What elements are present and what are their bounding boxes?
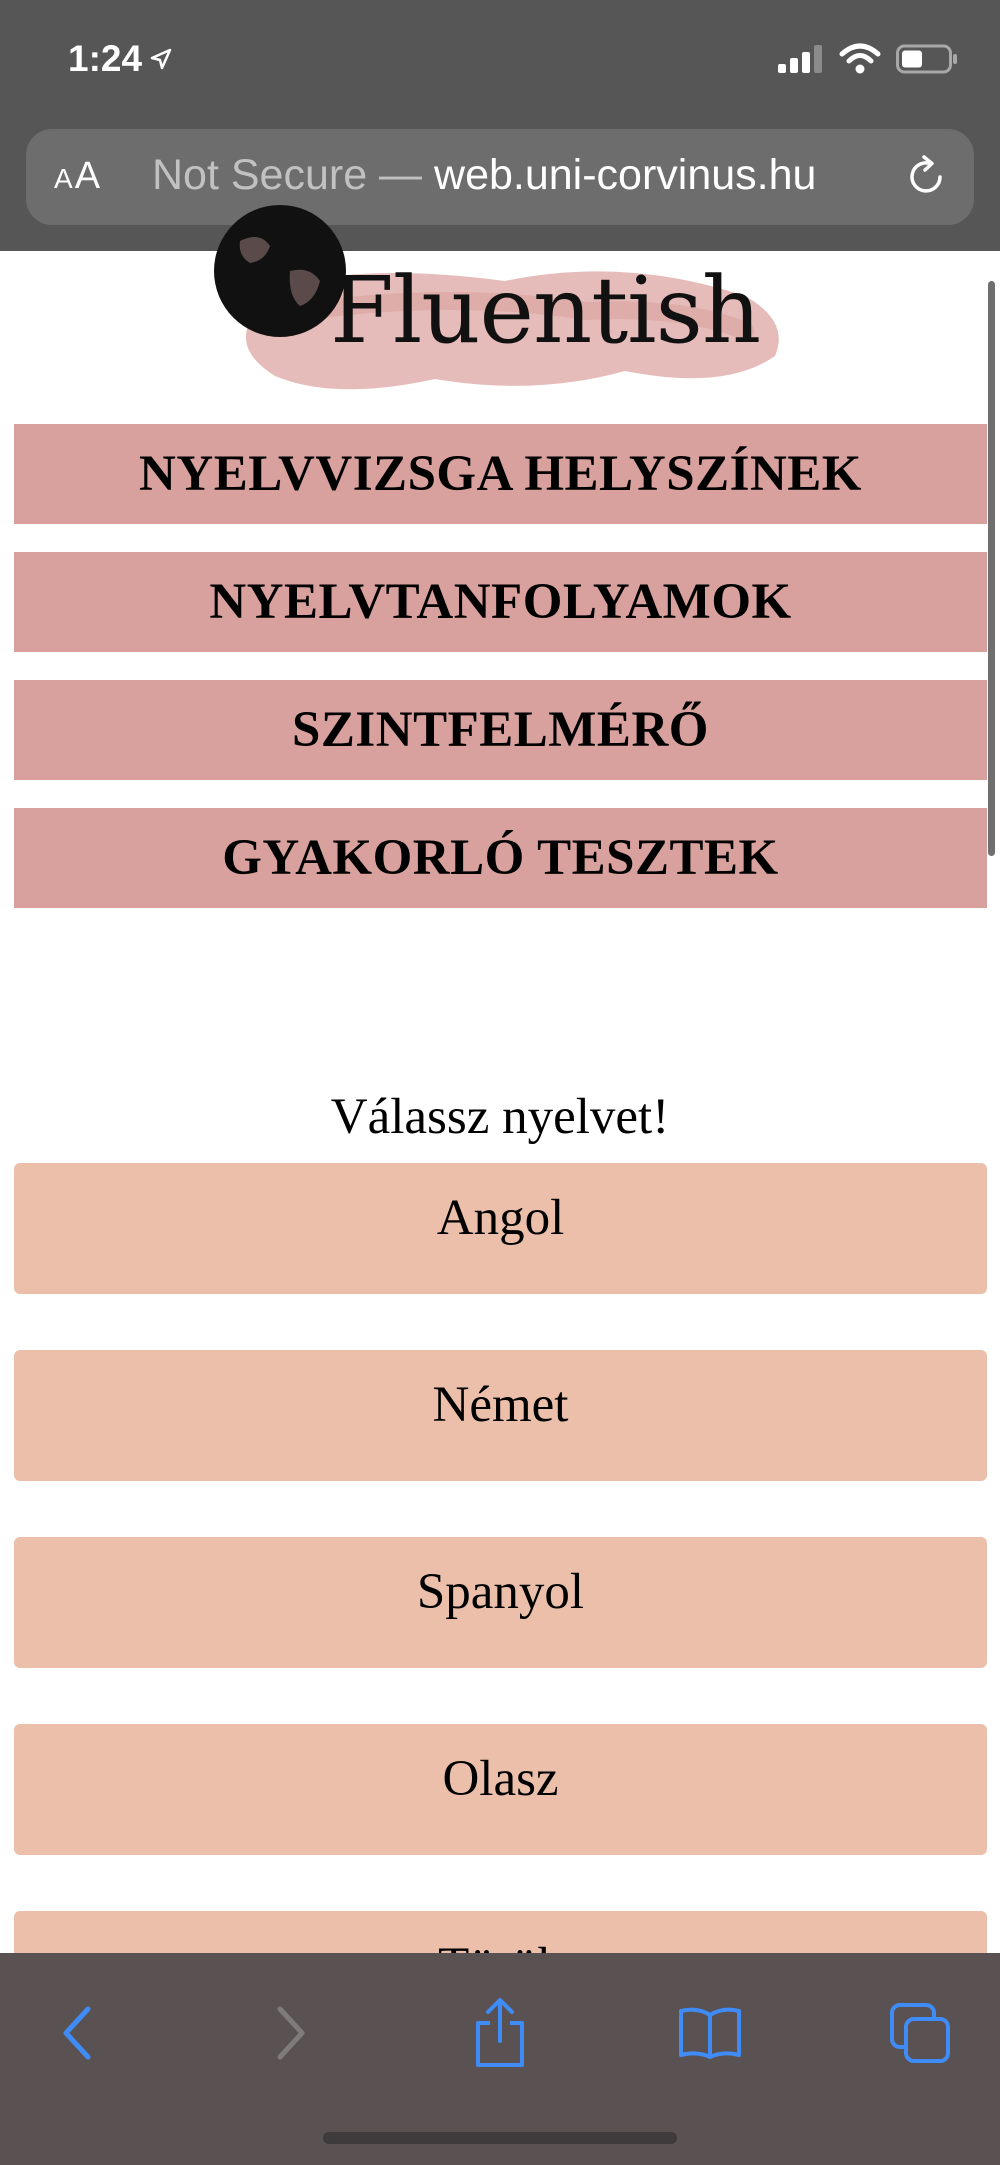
security-label: Not Secure [152,151,368,199]
language-label: Angol [436,1190,565,1246]
back-icon [58,2005,98,2061]
site-logo[interactable] [205,251,805,401]
logo-text: Fluentish [330,257,761,364]
nav-exam-locations[interactable]: NYELVVIZSGA HELYSZÍNEK [14,424,987,524]
location-arrow-icon [150,48,172,70]
url-domain: web.uni-corvinus.hu [434,151,817,199]
url-separator: — [367,151,435,199]
status-time-text: 1:24 [68,38,143,79]
bookmarks-button[interactable] [670,1993,750,2073]
text-size-large-a: A [74,155,101,197]
forward-icon [270,2005,310,2061]
nav-level-test[interactable]: SZINTFELMÉRŐ [14,680,987,780]
nav-language-courses[interactable]: NYELVTANFOLYAMOK [14,552,987,652]
language-prompt: Válassz nyelvet! [330,1089,670,1145]
share-icon [472,1997,528,2069]
forward-button[interactable] [250,1993,330,2073]
text-size-button[interactable] [54,155,100,198]
language-button-spanyol[interactable] [14,1537,987,1668]
page-scrollbar[interactable] [988,281,995,856]
battery-icon [896,44,958,74]
url-text[interactable] [152,151,892,200]
language-button-angol[interactable] [14,1163,987,1294]
language-button-nemet[interactable] [14,1350,987,1481]
language-label: Olasz [442,1751,559,1807]
home-indicator[interactable] [323,2132,677,2144]
globe-icon [210,201,350,341]
wifi-icon [840,44,880,74]
text-size-small-a: A [54,163,73,194]
nav-practice-tests[interactable]: GYAKORLÓ TESZTEK [14,808,987,908]
url-bar[interactable] [26,129,974,225]
share-button[interactable] [460,1993,540,2073]
browser-chrome-top [0,0,1000,251]
status-indicators [778,44,958,74]
tabs-button[interactable] [880,1993,960,2073]
cellular-signal-icon [778,45,824,73]
page-content [0,251,1000,1953]
back-button[interactable] [38,1993,118,2073]
status-time [68,38,172,80]
tabs-icon [888,2001,952,2065]
language-button-olasz[interactable] [14,1724,987,1855]
bookmarks-icon [677,2005,743,2061]
language-label: Spanyol [416,1564,585,1620]
reload-icon[interactable] [902,153,950,201]
language-label: Német [432,1377,569,1433]
